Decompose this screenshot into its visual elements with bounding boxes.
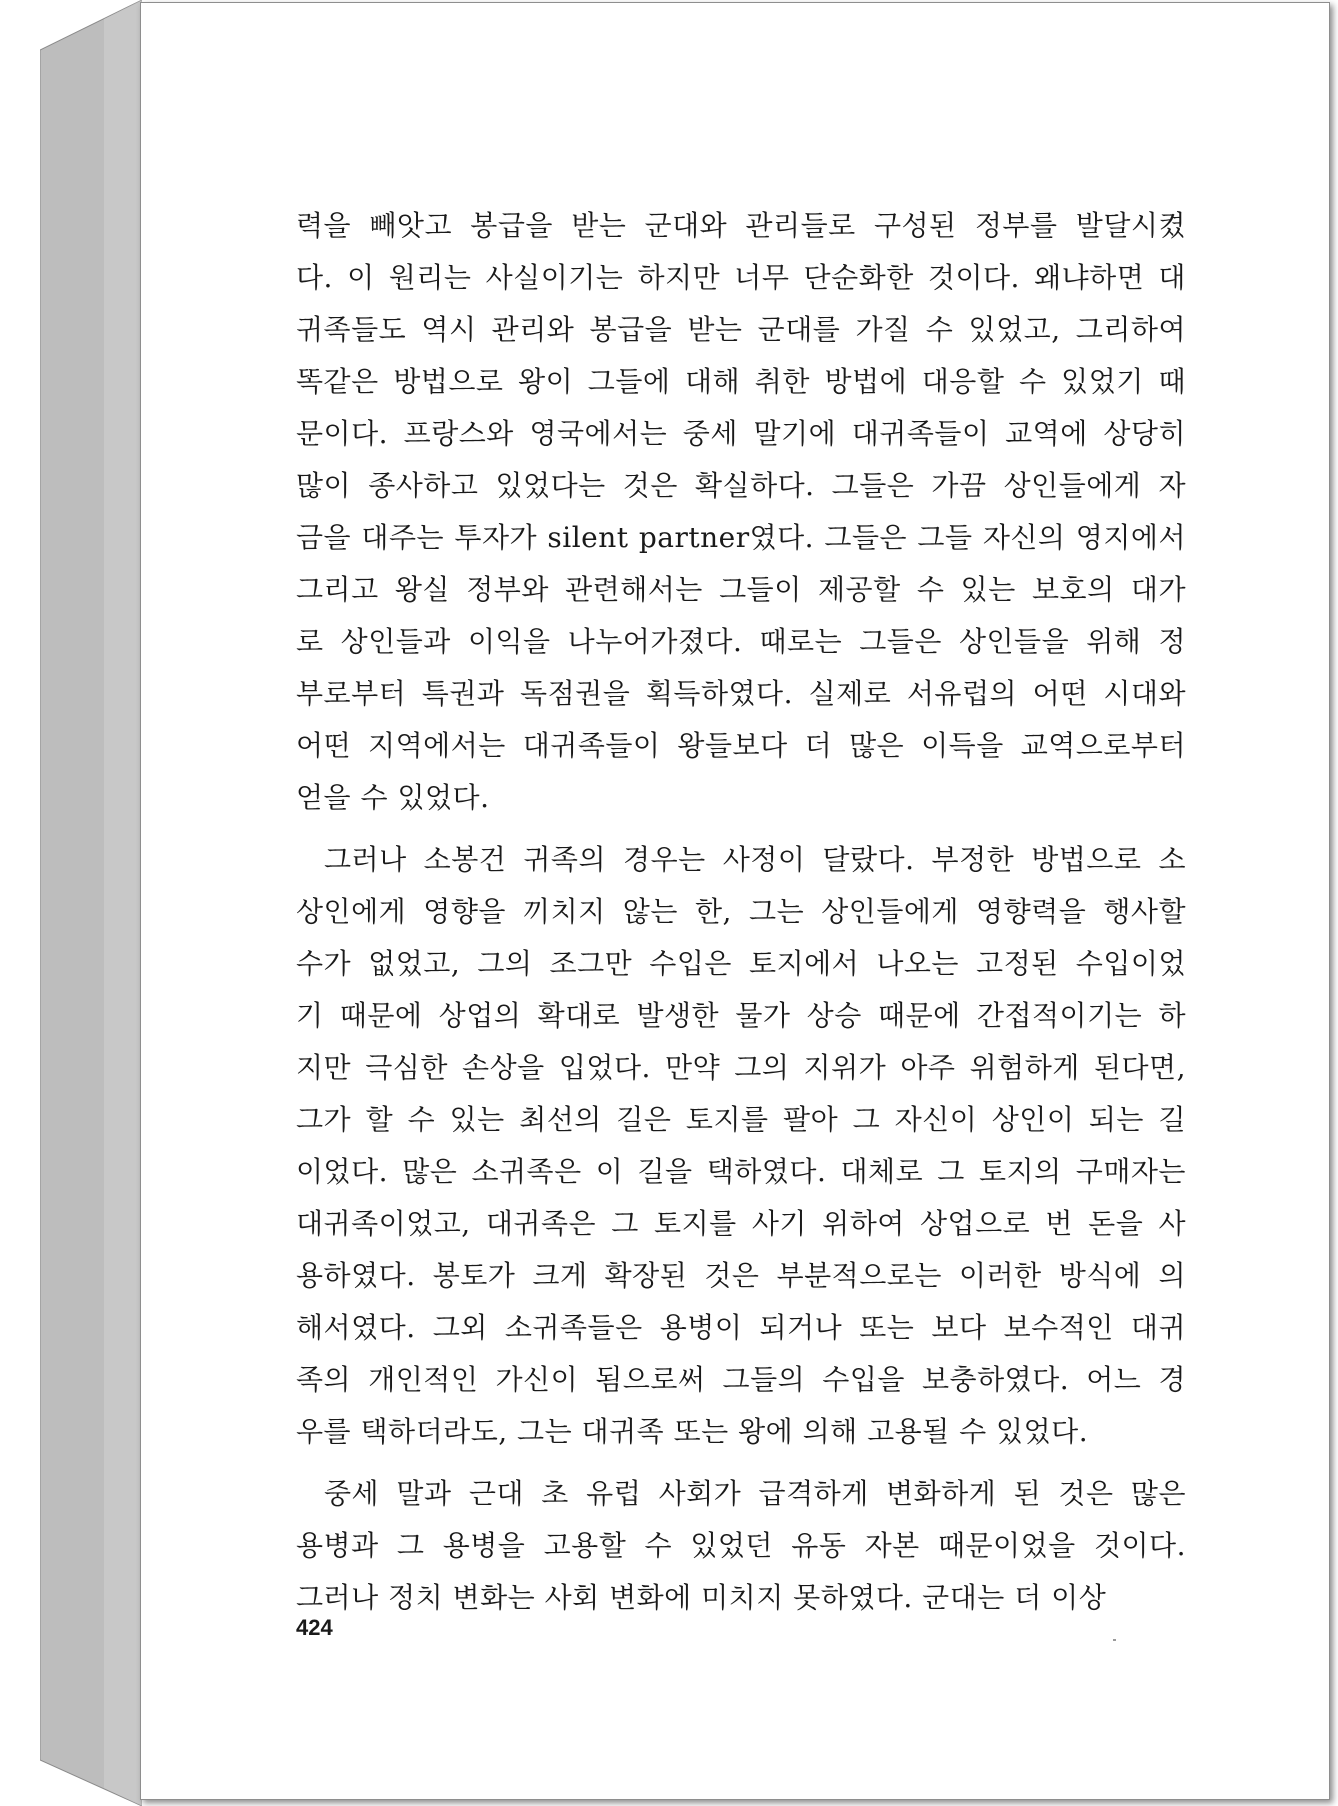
text-line: 얻을 수 있었다. bbox=[296, 781, 490, 814]
text-line: 수가 없었고, 그의 조그만 수입은 토지에서 나오는 고정된 수입이었 bbox=[296, 947, 1186, 980]
text-line: 이었다. 많은 소귀족은 이 길을 택하였다. 대체로 그 토지의 구매자는 bbox=[296, 1155, 1186, 1188]
text-line: 족의 개인적인 가신이 됨으로써 그들의 수입을 보충하였다. 어느 경 bbox=[296, 1363, 1186, 1396]
text-line: 우를 택하더라도, 그는 대귀족 또는 왕에 의해 고용될 수 있었다. bbox=[296, 1415, 1089, 1448]
text-line: 용하였다. 봉토가 크게 확장된 것은 부분적으로는 이러한 방식에 의 bbox=[296, 1259, 1186, 1292]
text-line: 똑같은 방법으로 왕이 그들에 대해 취한 방법에 대응할 수 있었기 때 bbox=[296, 365, 1186, 398]
text-line: 상인에게 영향을 끼치지 않는 한, 그는 상인들에게 영향력을 행사할 bbox=[296, 895, 1186, 928]
text-line: 그러나 소봉건 귀족의 경우는 사정이 달랐다. 부정한 방법으로 소 bbox=[324, 843, 1186, 876]
paragraph bbox=[296, 200, 1186, 824]
paragraph-gap bbox=[296, 1458, 1186, 1468]
text-line: 기 때문에 상업의 확대로 발생한 물가 상승 때문에 간접적이기는 하 bbox=[296, 999, 1186, 1032]
text-line: 용병과 그 용병을 고용할 수 있었던 유동 자본 때문이었을 것이다. bbox=[296, 1529, 1186, 1562]
book-spine bbox=[40, 0, 142, 1806]
paragraph bbox=[296, 1468, 1186, 1624]
text-line: 중세 말과 근대 초 유럽 사회가 급격하게 변화하게 된 것은 많은 bbox=[324, 1477, 1186, 1510]
text-line: 부로부터 특권과 독점권을 획득하였다. 실제로 서유럽의 어떤 시대와 bbox=[296, 677, 1186, 710]
body-text bbox=[296, 200, 1186, 1624]
text-line: 문이다. 프랑스와 영국에서는 중세 말기에 대귀족들이 교역에 상당히 bbox=[296, 417, 1186, 450]
text-line: 어떤 지역에서는 대귀족들이 왕들보다 더 많은 이득을 교역으로부터 bbox=[296, 729, 1186, 762]
text-line: 금을 대주는 투자가 silent partner였다. 그들은 그들 자신의 영지에서 bbox=[296, 521, 1186, 554]
book-page bbox=[140, 2, 1330, 1800]
text-line: 귀족들도 역시 관리와 봉급을 받는 군대를 가질 수 있었고, 그리하여 bbox=[296, 313, 1186, 346]
text-line: 력을 빼앗고 봉급을 받는 군대와 관리들로 구성된 정부를 발달시켰 bbox=[296, 209, 1186, 242]
text-line: 그가 할 수 있는 최선의 길은 토지를 팔아 그 자신이 상인이 되는 길 bbox=[296, 1103, 1186, 1136]
page-number: 424 bbox=[296, 1615, 333, 1640]
text-line: 다. 이 원리는 사실이기는 하지만 너무 단순화한 것이다. 왜냐하면 대 bbox=[296, 261, 1186, 294]
text-line: 해서였다. 그외 소귀족들은 용병이 되거나 또는 보다 보수적인 대귀 bbox=[296, 1311, 1186, 1344]
text-line: 대귀족이었고, 대귀족은 그 토지를 사기 위하여 상업으로 번 돈을 사 bbox=[296, 1207, 1186, 1240]
text-line: 그리고 왕실 정부와 관련해서는 그들이 제공할 수 있는 보호의 대가 bbox=[296, 573, 1186, 606]
text-line: 로 상인들과 이익을 나누어가졌다. 때로는 그들은 상인들을 위해 정 bbox=[296, 625, 1186, 658]
text-line: 지만 극심한 손상을 입었다. 만약 그의 지위가 아주 위험하게 된다면, bbox=[296, 1051, 1186, 1084]
scan-speck bbox=[1113, 1639, 1116, 1641]
paragraph-gap bbox=[296, 824, 1186, 834]
text-line: 그러나 정치 변화는 사회 변화에 미치지 못하였다. 군대는 더 이상 bbox=[296, 1581, 1107, 1614]
text-line: 많이 종사하고 있었다는 것은 확실하다. 그들은 가끔 상인들에게 자 bbox=[296, 469, 1186, 502]
paragraph bbox=[296, 834, 1186, 1458]
